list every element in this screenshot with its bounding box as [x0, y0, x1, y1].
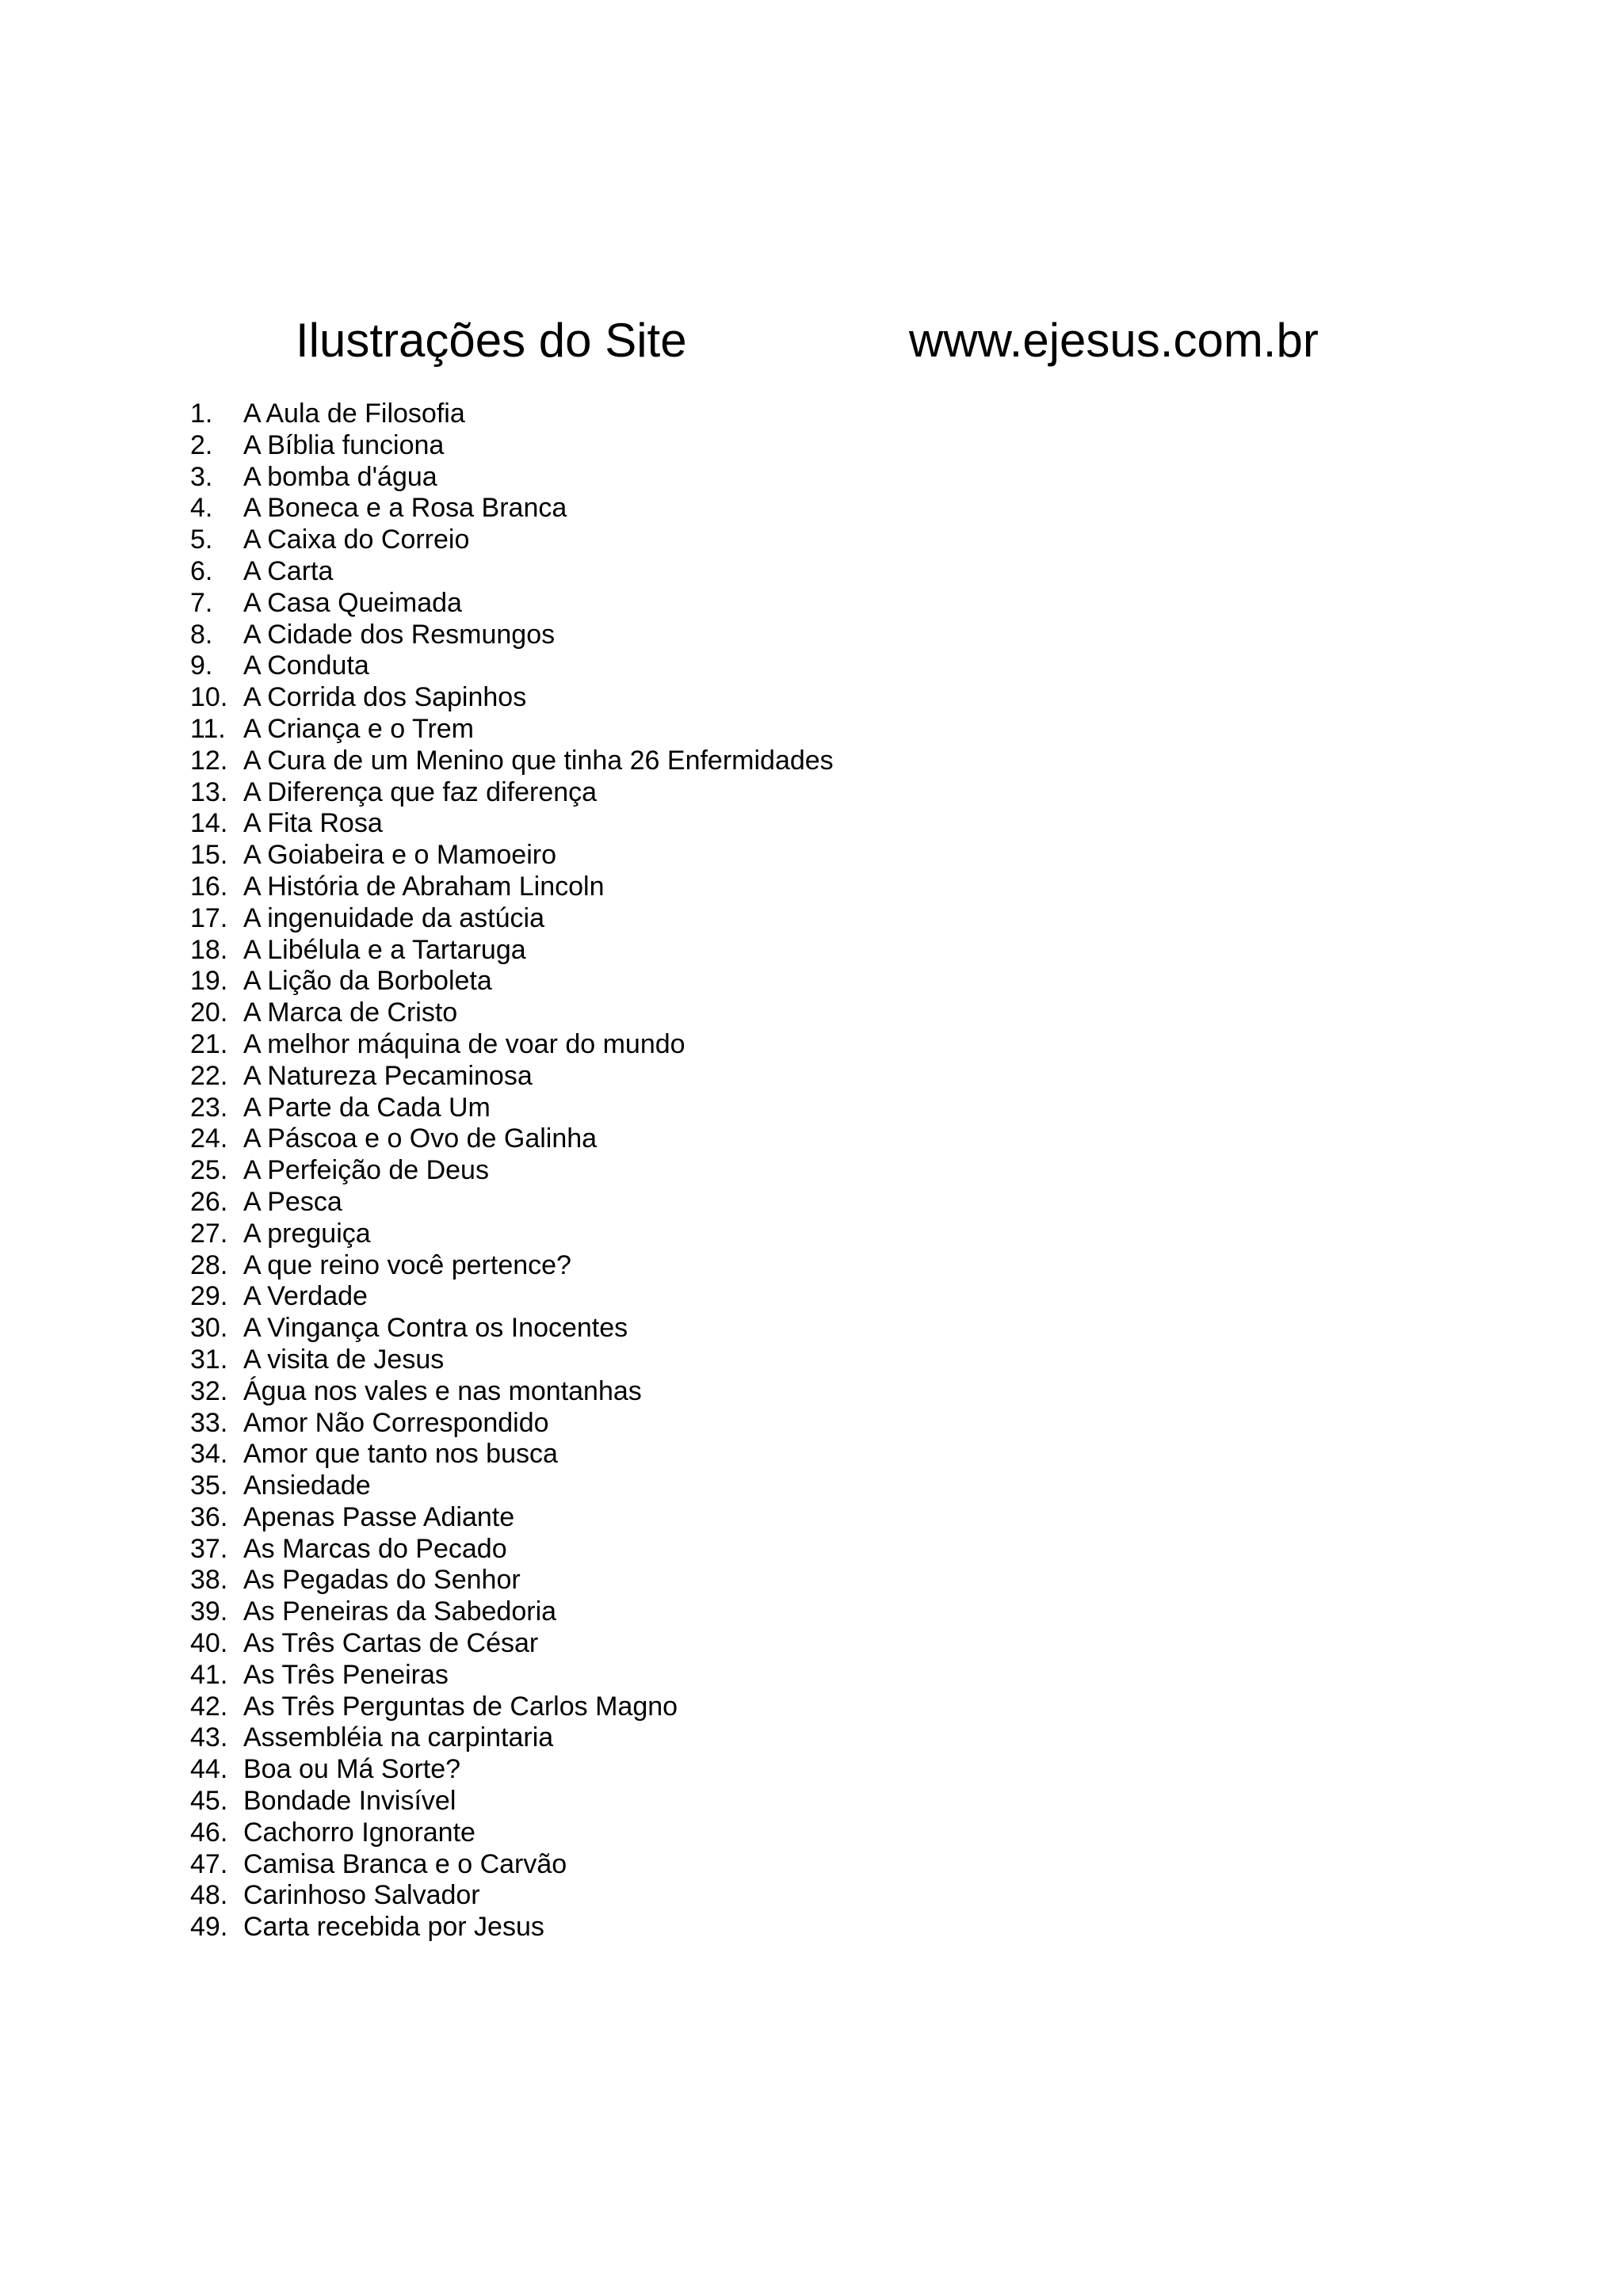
- site-url: www.ejesus.com.br: [909, 314, 1319, 367]
- list-item-title: A Pesca: [243, 1186, 342, 1217]
- list-item-title: Bondade Invisível: [243, 1786, 456, 1817]
- list-item-number: 12.: [190, 745, 228, 776]
- list-item-number: 14.: [190, 808, 228, 839]
- list-item-number: 42.: [190, 1691, 228, 1722]
- list-item-number: 24.: [190, 1123, 228, 1154]
- list-item-title: A História de Abraham Lincoln: [243, 871, 605, 902]
- list-item-title: A visita de Jesus: [243, 1344, 445, 1375]
- list-item-title: A Cidade dos Resmungos: [243, 619, 556, 650]
- list-item-title: A Fita Rosa: [243, 808, 383, 839]
- list-item-title: A Bíblia funciona: [243, 429, 445, 460]
- list-item-title: A Boneca e a Rosa Branca: [243, 493, 567, 524]
- list-item-number: 41.: [190, 1659, 228, 1690]
- list-item-number: 2.: [190, 429, 213, 460]
- list-item-number: 22.: [190, 1060, 228, 1091]
- list-item-number: 3.: [190, 461, 213, 492]
- list-item-title: A Carta: [243, 555, 334, 586]
- list-item-title: As Três Cartas de César: [243, 1628, 539, 1659]
- list-item-number: 26.: [190, 1186, 228, 1217]
- list-item-number: 16.: [190, 871, 228, 902]
- list-item-number: 7.: [190, 587, 213, 618]
- list-item-title: A Verdade: [243, 1281, 368, 1312]
- list-item-number: 30.: [190, 1313, 228, 1344]
- list-item-number: 47.: [190, 1848, 228, 1879]
- list-item-number: 18.: [190, 934, 228, 965]
- list-item-title: Carinhoso Salvador: [243, 1880, 480, 1911]
- list-item-number: 48.: [190, 1880, 228, 1911]
- list-item-number: 13.: [190, 776, 228, 807]
- list-item-number: 5.: [190, 524, 213, 555]
- list-item-number: 40.: [190, 1628, 228, 1659]
- list-item-number: 28.: [190, 1249, 228, 1280]
- list-item-title: Amor Não Correspondido: [243, 1407, 549, 1438]
- list-item-title: A Marca de Cristo: [243, 997, 458, 1028]
- list-item-number: 33.: [190, 1407, 228, 1438]
- list-item-number: 15.: [190, 840, 228, 871]
- list-item-title: A bomba d'água: [243, 461, 437, 492]
- list-item-title: A Caixa do Correio: [243, 524, 470, 555]
- list-item-number: 29.: [190, 1281, 228, 1312]
- list-item-number: 32.: [190, 1375, 228, 1406]
- list-item-title: A Aula de Filosofia: [243, 399, 465, 429]
- list-item-number: 36.: [190, 1501, 228, 1532]
- list-item-title: A Conduta: [243, 650, 369, 681]
- list-item-title: A Casa Queimada: [243, 587, 462, 618]
- list-item-title: Carta recebida por Jesus: [243, 1912, 544, 1943]
- list-item-number: 27.: [190, 1218, 228, 1249]
- list-item-number: 37.: [190, 1533, 228, 1564]
- list-item-number: 49.: [190, 1912, 228, 1943]
- list-item-title: Amor que tanto nos busca: [243, 1439, 558, 1470]
- list-item-title: A Cura de um Menino que tinha 26 Enfermidades: [243, 745, 834, 776]
- list-item-number: 21.: [190, 1028, 228, 1059]
- page-title: Ilustrações do Site: [296, 314, 687, 367]
- list-item-title: A que reino você pertence?: [243, 1249, 571, 1280]
- list-item-title: As Três Perguntas de Carlos Magno: [243, 1691, 678, 1722]
- list-item-title: Ansiedade: [243, 1470, 371, 1501]
- list-item-number: 23.: [190, 1092, 228, 1123]
- list-item-number: 19.: [190, 966, 228, 997]
- list-item-title: As Peneiras da Sabedoria: [243, 1596, 557, 1627]
- list-item-title: Boa ou Má Sorte?: [243, 1754, 461, 1785]
- list-item-number: 10.: [190, 682, 228, 713]
- list-item-title: A Libélula e a Tartaruga: [243, 934, 526, 965]
- list-item-number: 31.: [190, 1344, 228, 1375]
- list-item-number: 25.: [190, 1155, 228, 1186]
- list-item-title: A Natureza Pecaminosa: [243, 1060, 533, 1091]
- list-item-title: Apenas Passe Adiante: [243, 1501, 515, 1532]
- list-item-title: A Corrida dos Sapinhos: [243, 682, 527, 713]
- list-item-number: 38.: [190, 1565, 228, 1596]
- list-item-title: A ingenuidade da astúcia: [243, 902, 544, 933]
- list-item-number: 20.: [190, 997, 228, 1028]
- list-item-number: 46.: [190, 1817, 228, 1848]
- list-item-title: A Parte da Cada Um: [243, 1092, 491, 1123]
- list-item-title: A Lição da Borboleta: [243, 966, 492, 997]
- list-item-number: 17.: [190, 902, 228, 933]
- list-item-number: 8.: [190, 619, 213, 650]
- list-item-title: A Vingança Contra os Inocentes: [243, 1313, 628, 1344]
- list-item-title: A Criança e o Trem: [243, 713, 475, 744]
- list-item-title: Cachorro Ignorante: [243, 1817, 475, 1848]
- list-item-number: 44.: [190, 1754, 228, 1785]
- list-item-title: A Páscoa e o Ovo de Galinha: [243, 1123, 598, 1154]
- list-item-number: 45.: [190, 1786, 228, 1817]
- list-item-number: 1.: [190, 399, 213, 429]
- list-item-number: 9.: [190, 650, 213, 681]
- list-item-number: 43.: [190, 1722, 228, 1753]
- list-item-title: A Goiabeira e o Mamoeiro: [243, 840, 556, 871]
- list-item-title: A Diferença que faz diferença: [243, 776, 598, 807]
- list-item-title: Água nos vales e nas montanhas: [243, 1375, 642, 1406]
- list-item-number: 34.: [190, 1439, 228, 1470]
- list-item-number: 39.: [190, 1596, 228, 1627]
- list-item-title: Assembléia na carpintaria: [243, 1722, 554, 1753]
- list-item-title: A Perfeição de Deus: [243, 1155, 489, 1186]
- list-item-title: As Pegadas do Senhor: [243, 1565, 521, 1596]
- list-item-title: A preguiça: [243, 1218, 371, 1249]
- list-item-number: 6.: [190, 555, 213, 586]
- list-item-title: Camisa Branca e o Carvão: [243, 1848, 567, 1879]
- list-item-number: 4.: [190, 493, 213, 524]
- list-item-number: 35.: [190, 1470, 228, 1501]
- list-item-number: 11.: [190, 713, 226, 744]
- list-item-title: As Marcas do Pecado: [243, 1533, 507, 1564]
- list-item-title: A melhor máquina de voar do mundo: [243, 1028, 685, 1059]
- list-item-title: As Três Peneiras: [243, 1659, 449, 1690]
